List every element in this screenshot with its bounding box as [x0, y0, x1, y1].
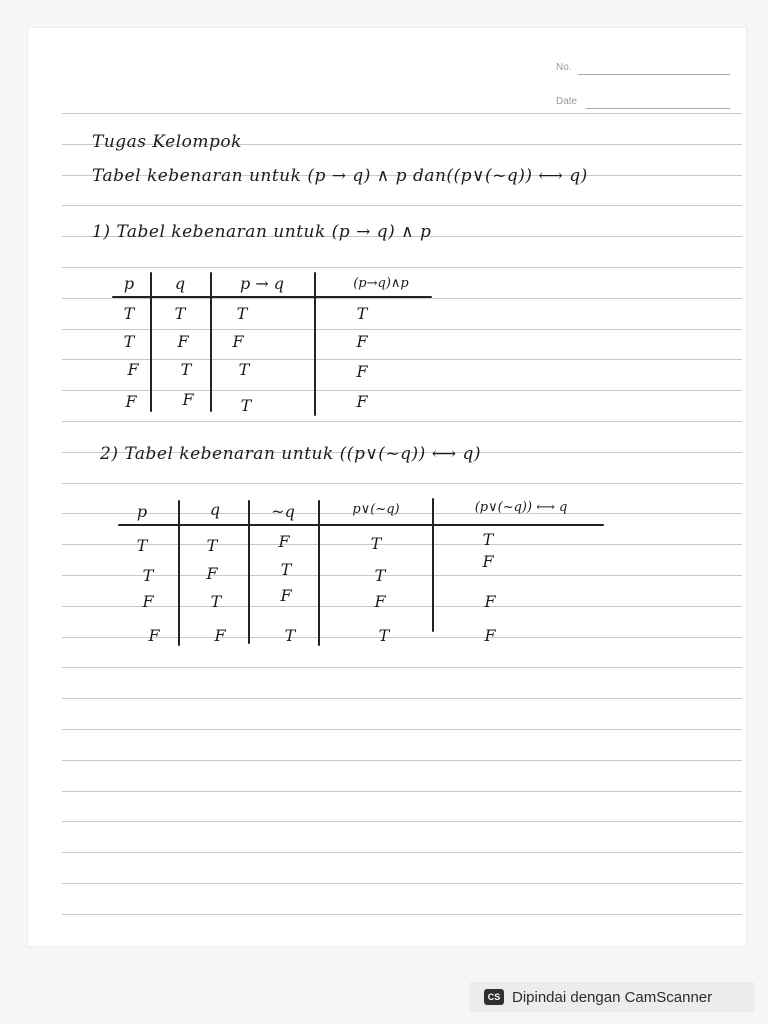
ruled-line	[62, 914, 742, 915]
table2-cell: F	[484, 592, 496, 611]
no-label: No.	[556, 62, 572, 73]
table1-cell: T	[356, 304, 368, 323]
table2-header-cell: p	[136, 502, 148, 521]
ruled-line	[62, 298, 742, 299]
section1-heading: 1) Tabel kebenaran untuk (p → q) ∧ p	[92, 222, 432, 242]
ruled-line	[62, 421, 742, 422]
table2-cell: T	[378, 626, 390, 645]
ruled-line	[62, 791, 742, 792]
no-underline	[578, 74, 730, 75]
table2-cell: T	[142, 566, 154, 585]
ruled-line	[62, 390, 742, 391]
table1-cell: T	[240, 396, 252, 415]
camscanner-logo-icon: CS	[484, 989, 504, 1005]
table1-cell: T	[238, 360, 250, 379]
table2-header-cell: q	[209, 500, 221, 519]
table1-cell: F	[125, 392, 137, 411]
table2-cell: T	[482, 530, 494, 549]
table2-header-cell: p∨(~q)	[352, 502, 400, 517]
table2-cell: F	[206, 564, 218, 583]
table2-cell: T	[284, 626, 296, 645]
page-title: Tugas Kelompok	[92, 132, 242, 152]
table1-cell: T	[123, 332, 135, 351]
table2-divider	[318, 500, 320, 646]
table1-cell: F	[356, 332, 368, 351]
table1-cell: F	[356, 392, 368, 411]
ruled-line	[62, 113, 742, 114]
ruled-line	[62, 760, 742, 761]
table2-cell: F	[280, 586, 292, 605]
camscanner-watermark	[470, 982, 754, 1012]
ruled-line	[62, 698, 742, 699]
table2-divider	[248, 500, 250, 644]
table2-cell: F	[148, 626, 160, 645]
table2-cell: T	[206, 536, 218, 555]
table2-cell: F	[374, 592, 386, 611]
table1-header-cell: q	[174, 274, 186, 293]
table1-header-cell: p → q	[239, 274, 285, 293]
ruled-line	[62, 667, 742, 668]
section2-heading: 2) Tabel kebenaran untuk ((p∨(~q)) ⟷ q)	[100, 444, 481, 464]
ruled-line	[62, 359, 742, 360]
date-underline	[586, 108, 730, 109]
table2-cell: F	[484, 626, 496, 645]
table2-cell: T	[374, 566, 386, 585]
table1-cell: T	[123, 304, 135, 323]
table1-cell: T	[180, 360, 192, 379]
table2-divider	[432, 498, 434, 632]
ruled-line	[62, 729, 742, 730]
ruled-line	[62, 205, 742, 206]
table1-cell: F	[177, 332, 189, 351]
table2-header-rule	[118, 524, 604, 526]
table2-cell: T	[280, 560, 292, 579]
table1-cell: F	[127, 360, 139, 379]
ruled-line	[62, 329, 742, 330]
table2-header-cell: (p∨(~q)) ⟷ q	[474, 500, 568, 515]
table2-cell: T	[210, 592, 222, 611]
page-subtitle: Tabel kebenaran untuk (p → q) ∧ p dan((p∨(~q)) ⟷ q)	[92, 166, 588, 186]
table1-header-cell: (p→q)∧p	[353, 276, 409, 291]
table1-divider	[314, 272, 316, 416]
table1-cell: F	[356, 362, 368, 381]
table1-cell: F	[182, 390, 194, 409]
table1-header-cell: p	[123, 274, 135, 293]
table2-cell: F	[142, 592, 154, 611]
table2-cell: T	[136, 536, 148, 555]
table1-cell: T	[174, 304, 186, 323]
ruled-line	[62, 852, 742, 853]
table2-cell: T	[370, 534, 382, 553]
table2-cell: F	[214, 626, 226, 645]
table1-cell: T	[236, 304, 248, 323]
table1-cell: F	[232, 332, 244, 351]
date-label: Date	[556, 96, 578, 107]
table1-header-rule	[112, 296, 432, 298]
table2-divider	[178, 500, 180, 646]
camscanner-text: Dipindai dengan CamScanner	[512, 988, 713, 1006]
table1-divider	[210, 272, 212, 412]
table2-cell: F	[278, 532, 290, 551]
ruled-line	[62, 821, 742, 822]
table2-cell: F	[482, 552, 494, 571]
ruled-line	[62, 883, 742, 884]
ruled-line	[62, 483, 742, 484]
ruled-line	[62, 544, 742, 545]
ruled-line	[62, 267, 742, 268]
table1-divider	[150, 272, 152, 412]
table2-header-cell: ~q	[271, 502, 295, 521]
